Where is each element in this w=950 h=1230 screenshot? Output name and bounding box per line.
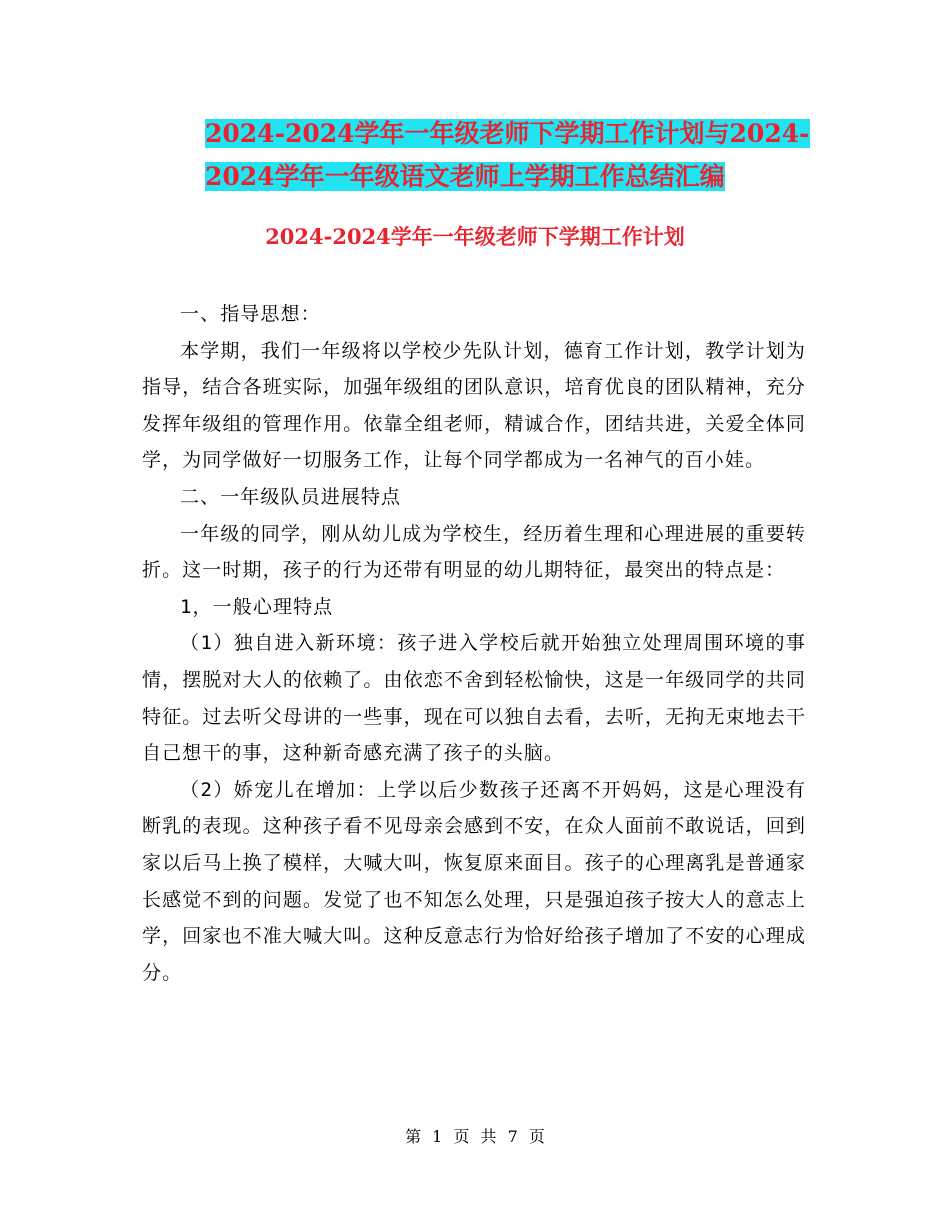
- section-title: 2024-2024学年一年级老师下学期工作计划: [265, 224, 685, 249]
- paragraph-first-graders: 一年级的同学，刚从幼儿成为学校生，经历着生理和心理进展的重要转折。这一时期，孩子的行为还带有明显的幼儿期特征，最突出的特点是：: [142, 522, 806, 582]
- document-title-line-1: 2024-2024学年一年级老师下学期工作计划与2024-: [205, 119, 810, 148]
- document-title: [205, 112, 815, 198]
- document-body: [142, 296, 806, 991]
- paragraph-semester-plan: 本学期，我们一年级将以学校少先队计划，德育工作计划，教学计划为指导，结合各班实际，加强年级组的团队意识，培育优良的团队精神，充分发挥年级组的管理作用。依靠全组老师，精诚合作，团结共进，关爱全体同学，为同学做好一切服务工作，让每个同学都成为一名神气的百小娃。: [142, 339, 806, 472]
- heading-guiding-thought: 一、指导思想：: [180, 303, 321, 325]
- paragraph-new-environment: （1）独自进入新环境：孩子进入学校后就开始独立处理周围环境的事情，摆脱对大人的依赖了。由依恋不舍到轻松愉快，这是一年级同学的共同特征。过去听父母讲的一些事，现在可以独自去看，去听，无拘无束地去干自己想干的事，这种新奇感充满了孩子的头脑。: [142, 632, 806, 765]
- paragraph-pampered-children: （2）娇宠儿在增加：上学以后少数孩子还离不开妈妈，这是心理没有断乳的表现。这种孩子看不见母亲会感到不安，在众人面前不敢说话，回到家以后马上换了模样，大喊大叫，恢复原来面目。孩子的心理离乳是普通家长感觉不到的问题。发觉了也不知怎么处理，只是强迫孩子按大人的意志上学，回家也不准大喊大叫。这种反意志行为恰好给孩子增加了不安的心理成分。: [142, 778, 806, 984]
- page-number-footer: 第 1 页 共 7 页: [405, 1127, 545, 1146]
- document-title-line-2: 2024学年一年级语文老师上学期工作总结汇编: [205, 162, 725, 191]
- heading-student-characteristics: 二、一年级队员进展特点: [180, 485, 402, 508]
- heading-general-psychology: 1，一般心理特点: [180, 595, 334, 618]
